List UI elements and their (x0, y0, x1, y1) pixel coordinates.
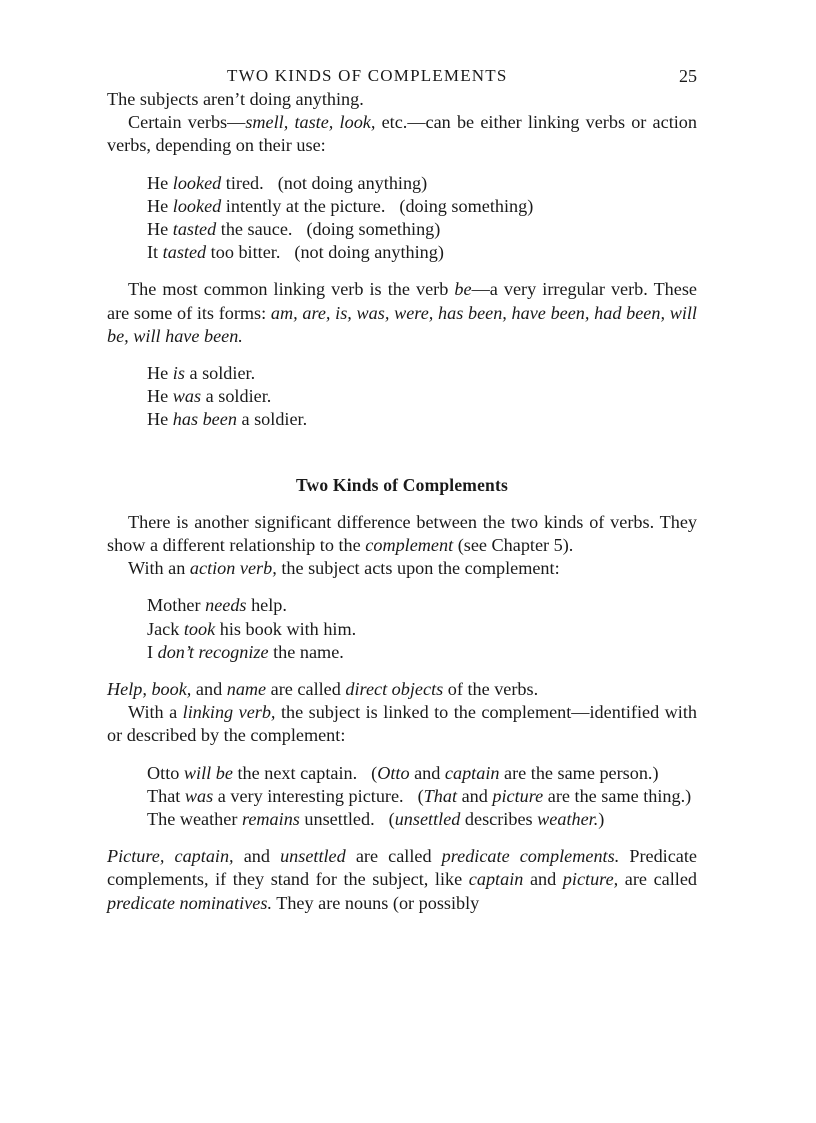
page-header (107, 58, 697, 88)
paragraph-8: Picture, captain, and unsettled are called predicate complements. Predicate complements, if they stand for the subject, like captain and picture, are called predicate nominatives. They are nouns (or possibly (107, 846, 698, 913)
example-list-3 (147, 594, 697, 664)
paragraph-1: The subjects aren’t doing anything. (107, 89, 364, 109)
example-line: He has been a soldier. (147, 409, 308, 430)
example-line: He was a soldier. (147, 386, 272, 407)
example-line: He is a soldier. (147, 363, 256, 384)
example-line: Jack took his book with him. (147, 618, 357, 639)
example-list-1 (147, 172, 697, 265)
running-head: TWO KINDS OF COMPLEMENTS (227, 66, 508, 85)
example-line: That was a very interesting picture. (That and picture are the same thing.) (147, 785, 692, 806)
example-line: The weather remains unsettled. (unsettled describes weather.) (147, 809, 605, 830)
paragraph-2: Certain verbs—smell, taste, look, etc.—can be either linking verbs or action verbs, depending on their use: (107, 112, 697, 156)
section-heading: Two Kinds of Complements (295, 474, 509, 495)
paragraph-4: There is another significant difference between the two kinds of verbs. They show a different relationship to the complement (see Chapter 5). (107, 511, 697, 556)
example-line: Mother needs help. (147, 595, 287, 616)
example-line: He looked intently at the picture. (doing something) (147, 195, 534, 216)
example-line: He looked tired. (not doing anything) (147, 172, 428, 193)
example-line: He tasted the sauce. (doing something) (147, 219, 441, 240)
paragraph-7: With a linking verb, the subject is linked to the complement—identified with or described by the complement: (107, 702, 697, 746)
book-page (107, 58, 697, 915)
example-line: It tasted too bitter. (not doing anything) (147, 242, 444, 263)
paragraph-5: With an action verb, the subject acts upon the complement: (128, 558, 560, 579)
example-line: I don’t recognize the name. (147, 641, 344, 662)
example-line: Otto will be the next captain. (Otto and captain are the same person.) (147, 762, 659, 783)
page-number: 25 (679, 66, 697, 86)
example-list-2 (147, 362, 697, 432)
paragraph-6: Help, book, and name are called direct objects of the verbs. (107, 679, 539, 700)
paragraph-3: The most common linking verb is the verb be—a very irregular verb. These are some of its forms: am, are, is, was, were, has been, have been, had been, will be, will have been. (107, 279, 697, 346)
example-list-4 (147, 762, 697, 832)
